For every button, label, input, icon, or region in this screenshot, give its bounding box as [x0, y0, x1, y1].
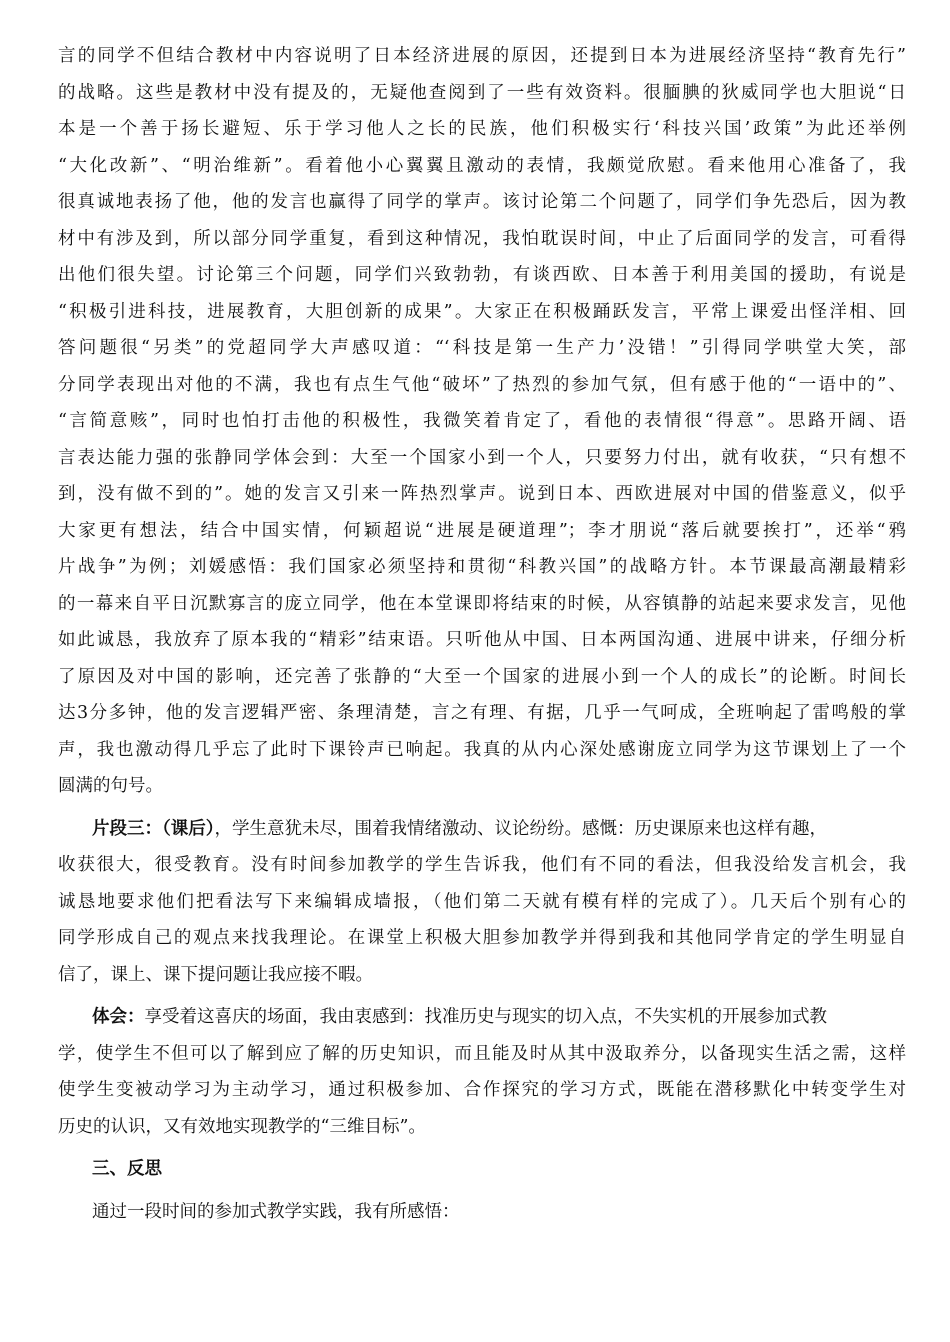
text-line: 声，我也激动得几乎忘了此时下课铃声已响起。我真的从内心深处感谢庞立同学为这节课划上了一个 [58, 739, 906, 760]
text-line: 的战略。这些是教材中没有提及的，无疑他查阅到了一些有效资料。很腼腆的狄威同学也大胆说“日 [58, 82, 906, 103]
paragraph-discussion [58, 38, 906, 805]
text-line: 材中有涉及到，所以部分同学重复，看到这种情况，我怕耽误时间，中止了后面同学的发言，可看得 [58, 228, 906, 249]
text-line: 片战争”为例；刘媛感悟：我们国家必须坚持和贯彻“科教兴国”的战略方针。本节课最高潮最精彩 [58, 557, 906, 577]
text-line: 分同学表现出对他的不满，我也有点生气他“破坏”了热烈的参加气氛，但有感于他的“一语中的”、 [58, 374, 906, 395]
text-line: 言表达能力强的张静同学体会到：大至一个国家小到一个人，只要努力付出，就有收获，“只有想不 [58, 447, 906, 468]
fragment-three-label: 片段三：（课后） [92, 818, 215, 839]
text-line: 答问题很“另类”的党超同学大声感叹道：“‘科技是第一生产力’没错！”引得同学哄堂大笑，部 [58, 338, 906, 358]
text-line [58, 811, 906, 848]
text-line: 同学形成自己的观点来找我理论。在课堂上积极大胆参加教学并得到我和其他同学肯定的学生明显自 [58, 928, 906, 948]
text-line: 诚恳地要求他们把看法写下来编辑成墙报，（他们第二天就有模有样的完成了）。几天后个别有心的 [58, 891, 906, 912]
text-line: 大家更有想法，结合中国实情，何颖超说“进展是硬道理”；李才朋说“落后就要挨打”，还举“鸦 [58, 520, 906, 541]
text-line: 如此诚恳，我放弃了原本我的“精彩”结束语。只听他从中国、日本两国沟通、进展中讲来，仔细分析 [58, 630, 906, 650]
section-heading: 三、反思 [92, 1159, 162, 1179]
text-run: 享受着这喜庆的场面，我由衷感到：找准历史与现实的切入点，不失实机的开展参加式教 [144, 1007, 827, 1027]
text-line: 本是一个善于扬长避短、乐于学习他人之长的民族，他们积极实行‘科技兴国’政策”为此还举例 [58, 119, 906, 139]
text-line: 到，没有做不到的”。她的发言又引来一阵热烈掌声。说到日本、西欧进展对中国的借鉴意义，似乎 [58, 484, 906, 504]
text-line: 很真诚地表扬了他，他的发言也赢得了同学的掌声。该讨论第二个问题了，同学们争先恐后，因为教 [58, 192, 906, 212]
text-line: 学，使学生不但可以了解到应了解的历史知识，而且能及时从其中汲取养分，以备现实生活之需，这样 [58, 1043, 906, 1064]
text-line: “积极引进科技，进展教育，大胆创新的成果”。大家正在积极踊跃发言，平常上课爱出怪洋相、回 [58, 301, 906, 322]
text-line: 言的同学不但结合教材中内容说明了日本经济进展的原因，还提到日本为进展经济坚持“教育先行” [58, 46, 906, 66]
text-line: 历史的认识，又有效地实现教学的“三维目标”。 [58, 1116, 426, 1137]
text-run: ，学生意犹未尽，围着我情绪激动、议论纷纷。感慨：历史课原来也这样有趣， [214, 818, 827, 839]
text-line: “言简意赅”，同时也怕打击他的积极性，我微笑着肯定了，看他的表情很“得意”。思路开阔、语 [58, 411, 906, 431]
reflection-label: 体会： [92, 1007, 145, 1027]
text-line: 使学生变被动学习为主动学习，通过积极参加、合作探究的学习方式，既能在潜移默化中转变学生对 [58, 1080, 906, 1100]
closing-line: 通过一段时间的参加式教学实践，我有所感悟： [92, 1201, 460, 1222]
text-line [58, 999, 906, 1036]
document-page [58, 38, 906, 1230]
text-line: 达3分多钟，他的发言逻辑严密、条理清楚，言之有理、有据，几乎一气呵成，全班响起了雷鸣般的掌 [58, 703, 906, 723]
text-line: “大化改新”、“明治维新”。看着他小心翼翼且激动的表情，我颇觉欣慰。看来他用心准备了，我 [58, 155, 906, 176]
text-line: 圆满的句号。 [58, 776, 163, 796]
paragraph-fragment-three [58, 811, 906, 994]
text-line: 了原因及对中国的影响，还完善了张静的“大至一个国家的进展小到一个人的成长”的论断。时间长 [58, 666, 906, 687]
paragraph-reflection [58, 999, 906, 1145]
text-line: 信了，课上、课下提问题让我应接不暇。 [58, 964, 373, 985]
text-line: 的一幕来自平日沉默寡言的庞立同学，他在本堂课即将结束的时候，从容镇静的站起来要求发言，见他 [58, 593, 906, 614]
text-line: 收获很大，很受教育。没有时间参加教学的学生告诉我，他们有不同的看法，但我没给发言机会，我 [58, 855, 906, 875]
text-line: 出他们很失望。讨论第三个问题，同学们兴致勃勃，有谈西欧、日本善于利用美国的援助，有说是 [58, 265, 906, 285]
